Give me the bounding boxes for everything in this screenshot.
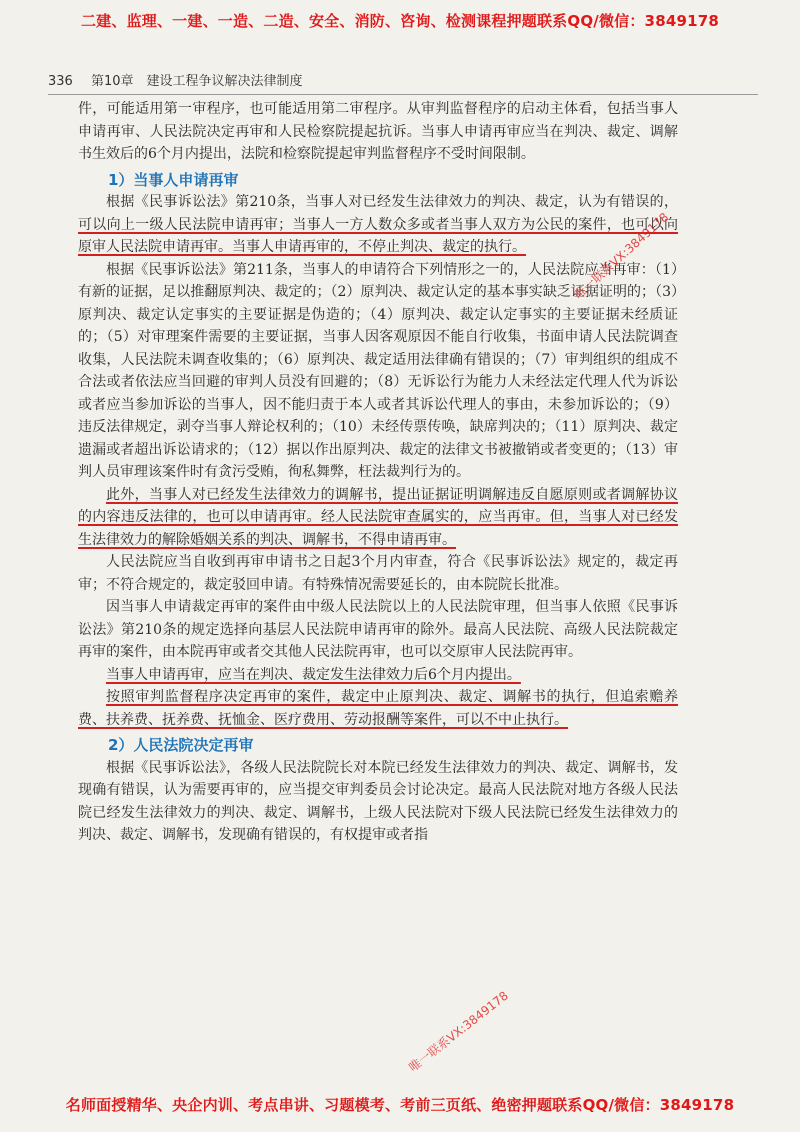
paragraph <box>78 664 678 687</box>
paragraph <box>78 484 678 552</box>
underlined-text: 按照审判监督程序决定再审的案件，裁定中止原判决、裁定、调解书的执行，但追索赡养费、扶养费、抚养费、抚恤金、医疗费用、劳动报酬等案件，可以不中止执行。 <box>78 689 678 728</box>
underlined-text: 可以向上一级人民法院申请再审；当事人一方人数众多或者当事人双方为公民的案件，也可以向原审人民法院申请再审。当事人申请再审的，不停止判决、裁定的执行。 <box>78 216 678 255</box>
watermark: 唯一联系VX:3849178 <box>571 209 672 302</box>
chapter-title: 第10章 建设工程争议解决法律制度 <box>90 74 303 89</box>
bottom-promo-banner: 名师面授精华、央企内训、考点串讲、习题模考、考前三页纸、绝密押题联系QQ/微信：3849178 <box>65 1096 735 1114</box>
paragraph <box>78 686 678 731</box>
page-header <box>48 70 758 95</box>
paragraph-text: 根据《民事诉讼法》第210条，当事人对已经发生法律效力的判决、裁定，认为有错误的， <box>106 194 678 210</box>
underlined-text: 当事人申请再审，应当在判决、裁定发生法律效力后6个月内提出。 <box>106 666 521 683</box>
document-body <box>78 98 678 847</box>
page-number: 336 <box>48 74 73 89</box>
underlined-text: 此外，当事人对已经发生法律效力的调解书，提出证据证明调解违反自愿原则或者调解协议的内容违反法律的，也可以申请再审。经人民法院审查属实的，应当再审。但，当事人对已经发生法律效力的解除婚姻关系的判决、调解书，不得申请再审。 <box>78 486 678 548</box>
section-heading: 2）人民法院决定再审 <box>108 736 254 754</box>
paragraph: 因当事人申请裁定再审的案件由中级人民法院以上的人民法院审理，但当事人依照《民事诉讼法》第210条的规定选择向基层人民法院申请再审的除外。最高人民法院、高级人民法院裁定再审的案件，由本院再审或者交其他人民法院再审，也可以交原审人民法院再审。 <box>78 599 678 660</box>
paragraph: 人民法院应当自收到再审申请书之日起3个月内审查，符合《民事诉讼法》规定的，裁定再审；不符合规定的，裁定驳回申请。有特殊情况需要延长的，由本院院长批准。 <box>78 554 678 593</box>
top-promo-banner: 二建、监理、一建、一造、二造、安全、消防、咨询、检测课程押题联系QQ/微信：3849178 <box>80 12 720 30</box>
section-heading: 1）当事人申请再审 <box>108 170 239 189</box>
watermark: 唯一联系VX:3849178 <box>406 988 511 1075</box>
paragraph: 根据《民事诉讼法》第211条，当事人的申请符合下列情形之一的，人民法院应当再审：（1）有新的证据，足以推翻原判决、裁定的；（2）原判决、裁定认定的基本事实缺乏证据证明的；（3）原判决、裁定认定事实的主要证据是伪造的；（4）原判决、裁定认定事实的主要证据未经质证的；（5）对审理案件需要的主要证据，当事人因客观原因不能自行收集，书面申请人民法院调查收集，人民法院未调查收集的；（6）原判决、裁定适用法律确有错误的；（7）审判组织的组成不合法或者依法应当回避的审判人员没有回避的；（8）无诉讼行为能力人未经法定代理人代为诉讼或者应当参加诉讼的当事人，因不能归责于本人或者其诉讼代理人的事由，未参加诉讼的；（9）违反法律规定，剥夺当事人辩论权利的；（10）未经传票传唤，缺席判决的；（11）原判决、裁定遗漏或者超出诉讼请求的；（12）据以作出原判决、裁定的法律文书被撤销或者变更的；（13）审判人员审理该案件时有贪污受贿，徇私舞弊，枉法裁判行为的。 <box>78 261 678 480</box>
paragraph: 件，可能适用第一审程序，也可能适用第二审程序。从审判监督程序的启动主体看，包括当事人申请再审、人民法院决定再审和人民检察院提起抗诉。当事人申请再审应当在判决、裁定、调解书生效后的6个月内提出，法院和检察院提起审判监督程序不受时间限制。 <box>78 101 678 162</box>
paragraph <box>78 191 678 259</box>
paragraph: 根据《民事诉讼法》，各级人民法院院长对本院已经发生法律效力的判决、裁定、调解书，发现确有错误，认为需要再审的，应当提交审判委员会讨论决定。最高人民法院对地方各级人民法院已经发生法律效力的判决、裁定、调解书，上级人民法院对下级人民法院已经发生法律效力的判决、裁定、调解书，发现确有错误的，有权提审或者指 <box>78 759 678 843</box>
